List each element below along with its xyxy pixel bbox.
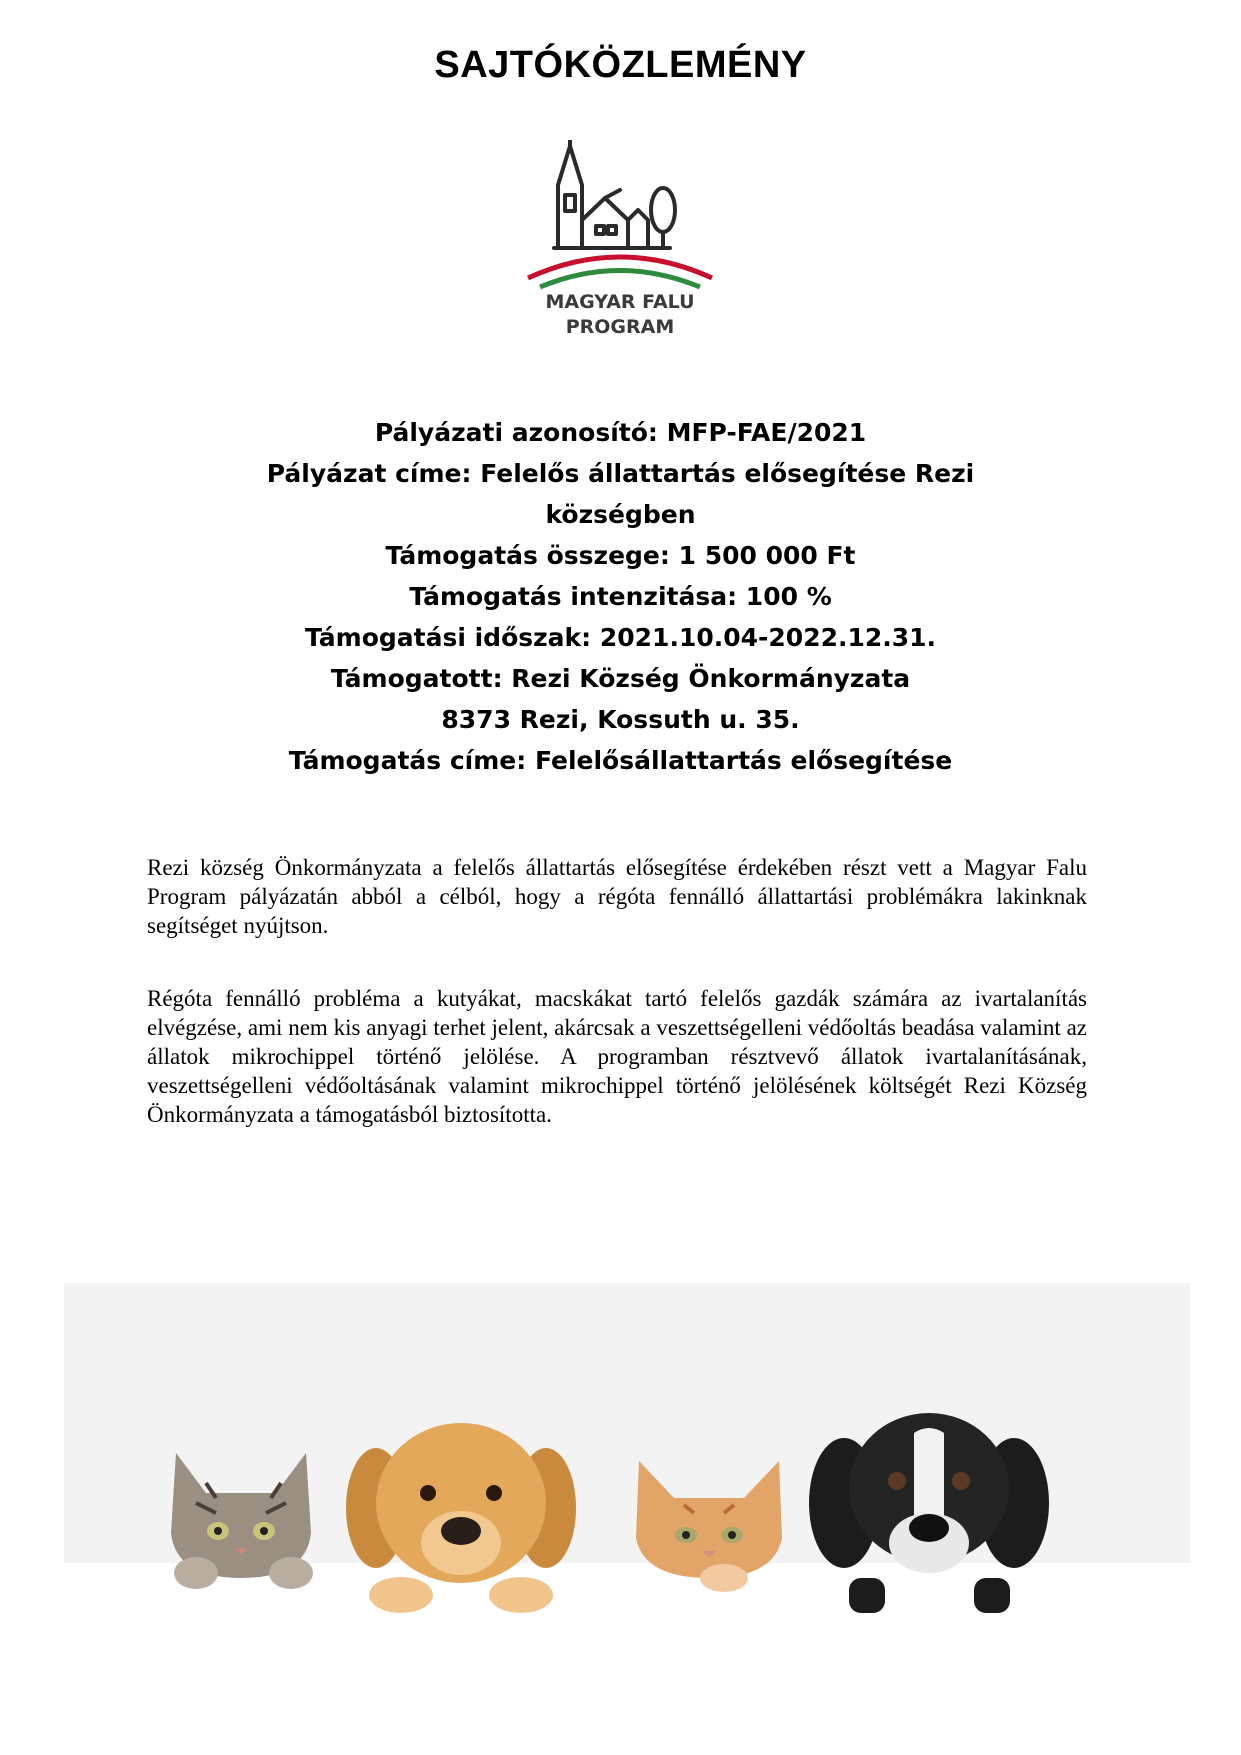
- grant-title-cont: községben: [545, 500, 696, 529]
- grant-purpose: Támogatás címe: Felelősállattartás elősegítése: [288, 746, 953, 775]
- logo-text-line1: MAGYAR FALU: [545, 291, 695, 313]
- golden-retriever-icon: [346, 1413, 576, 1613]
- body-paragraph-1: Rezi község Önkormányzata a felelős állattartás elősegítése érdekében részt vett a Magyar Falu Program pályázatán abból a célból, hogy a régóta fennálló állattartási problémákra lakinknak segítséget nyújtson.: [147, 855, 1087, 938]
- logo-text-line2: PROGRAM: [565, 316, 675, 338]
- grant-address: 8373 Rezi, Kossuth u. 35.: [441, 705, 800, 734]
- grant-amount: Támogatás összege: 1 500 000 Ft: [385, 541, 856, 570]
- grant-info: [150, 412, 1091, 781]
- pets-banner: [64, 1283, 1190, 1620]
- black-white-dog-icon: [809, 1403, 1049, 1613]
- grant-intensity: Támogatás intenzitása: 100 %: [409, 582, 832, 611]
- tabby-cat-icon: [156, 1443, 326, 1593]
- village-church-icon: [520, 140, 720, 290]
- magyar-falu-program-logo: [520, 140, 720, 340]
- grant-id: Pályázati azonosító: MFP-FAE/2021: [374, 418, 867, 447]
- body-paragraph-2: Régóta fennálló probléma a kutyákat, macskákat tartó felelős gazdák számára az ivartalanítás elvégzése, ami nem kis anyagi terhet jelent, akárcsak a veszettségelleni védőoltás beadása valamint az állatok mikrochippel történő jelölése. A programban résztvevő állatok ivartalanításának, veszettségelleni védőoltásának valamint mikrochippel történő jelölésének költségét Rezi Község Önkormányzata a támogatásból biztosította.: [147, 986, 1087, 1127]
- grant-period: Támogatási időszak: 2021.10.04-2022.12.31.: [304, 623, 937, 652]
- grant-title: Pályázat címe: Felelős állattartás elősegítése Rezi: [266, 459, 975, 488]
- page-title: SAJTÓKÖZLEMÉNY: [434, 44, 807, 86]
- ginger-cat-icon: [624, 1453, 794, 1593]
- grant-beneficiary: Támogatott: Rezi Község Önkormányzata: [330, 664, 911, 693]
